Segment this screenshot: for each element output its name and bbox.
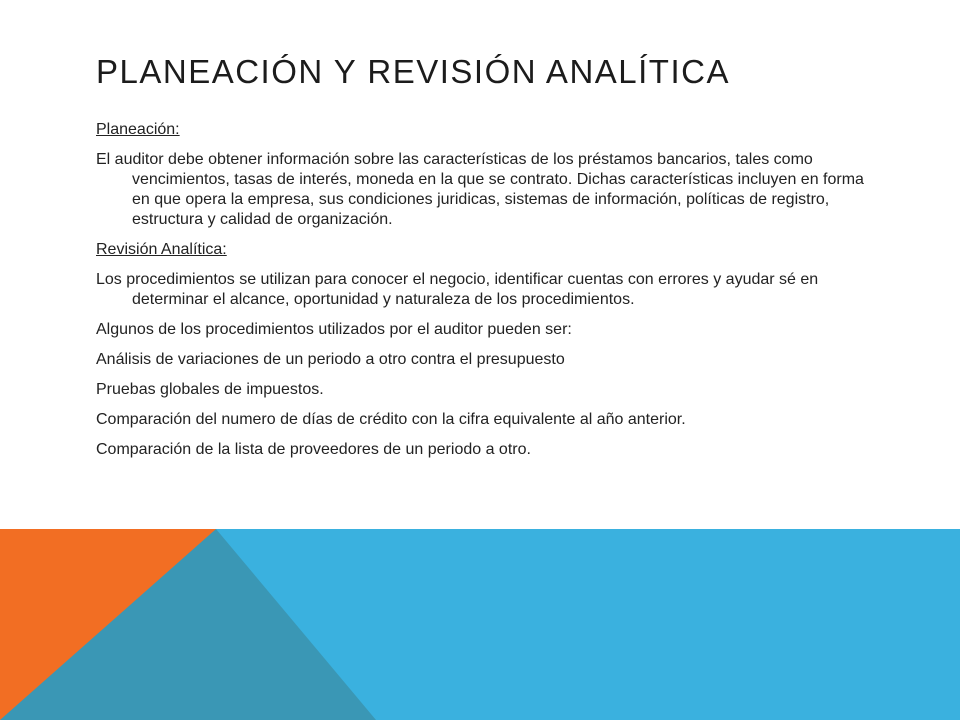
revision-heading xyxy=(96,240,866,260)
slide-body xyxy=(96,120,866,470)
procedure-item: Comparación del numero de días de crédito con la cifra equivalente al año anterior. xyxy=(96,411,686,428)
planeacion-heading xyxy=(96,120,866,140)
revision-text: Los procedimientos se utilizan para conocer el negocio, identificar cuentas con errores y ayudar sé en determinar el alcance, oportunidad y naturaleza de los procedimientos. xyxy=(96,271,819,308)
procedure-item: Pruebas globales de impuestos. xyxy=(96,381,324,398)
slide-title: PLANEACIÓN Y REVISIÓN ANALÍTICA xyxy=(96,53,730,90)
planeacion-heading-text: Planeación: xyxy=(96,121,180,138)
decorative-footer-shapes xyxy=(0,529,960,720)
procedure-item: Análisis de variaciones de un periodo a otro contra el presupuesto xyxy=(96,351,565,368)
procedures-intro: Algunos de los procedimientos utilizados por el auditor pueden ser: xyxy=(96,321,572,338)
procedure-item: Comparación de la lista de proveedores de un periodo a otro. xyxy=(96,441,531,458)
planeacion-text: El auditor debe obtener información sobre las características de los préstamos bancarios, tales como vencimientos, tasas de interés, moneda en la que se contrato. Dichas características incluyen en forma en que opera la empresa, sus condiciones juridicas, sistemas de información, políticas de registro, estructura y calidad de organización. xyxy=(96,151,864,228)
revision-heading-text: Revisión Analítica: xyxy=(96,241,227,258)
